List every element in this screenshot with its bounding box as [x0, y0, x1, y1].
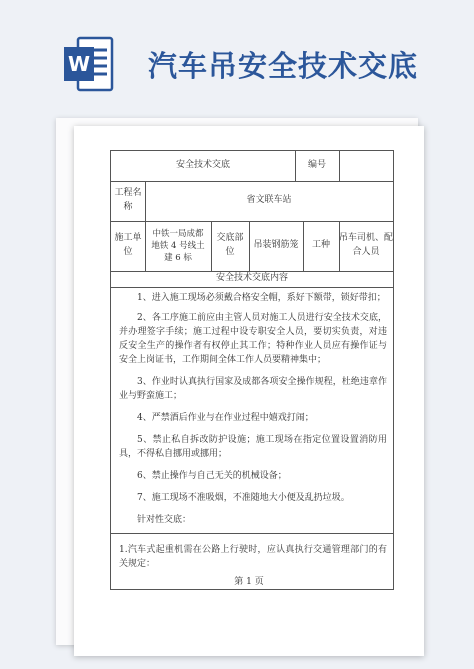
trade-label-cell	[303, 221, 339, 271]
word-document-icon	[64, 36, 114, 92]
safety-item-4: 4、严禁酒后作业与在作业过程中嬉戏打闹；	[137, 413, 314, 423]
form-header-label: 安全技术交底	[175, 160, 230, 171]
disclosure-form-table	[110, 150, 394, 590]
safety-item-5: 5、禁止私自拆改防护设施；施工现场在指定位置设置消防用具，不得私自挪用或挪用；	[119, 435, 387, 459]
project-label-line-2: 称	[123, 202, 133, 212]
unit-value-line-1: 中铁一局成都	[152, 228, 204, 239]
form-header-cell	[111, 151, 295, 181]
trade-value-line-2: 合人员	[352, 247, 380, 257]
document-title: 汽车吊安全技术交底	[148, 49, 419, 83]
content-title: 安全技术交底内容	[215, 273, 288, 284]
specific-disclosure-label: 针对性交底：	[137, 515, 192, 525]
project-value: 省文联车站	[246, 195, 292, 206]
number-value-cell	[339, 151, 393, 181]
safety-item-1: 1、进入施工现场必须戴合格安全帽，系好下额带，锁好带扣；	[137, 293, 386, 303]
content-title-cell	[111, 271, 393, 287]
specific-disclosure-item-1: 1.汽车式起重机需在公路上行驶时，应认真执行交通管理部门的有关规定：	[119, 545, 387, 569]
number-label-cell	[295, 151, 339, 181]
unit-label-cell	[111, 221, 145, 271]
dept-label-cell	[211, 221, 249, 271]
dept-label-line-2: 位	[225, 247, 235, 257]
safety-item-3: 3、作业时认真执行国家及成都各项安全操作规程，杜绝违章作业与野蛮施工；	[119, 377, 387, 401]
document-page	[74, 126, 424, 656]
trade-value-cell	[339, 221, 393, 271]
project-label-cell	[111, 181, 145, 221]
project-label-line-1: 工程名	[114, 188, 142, 199]
page-number: 第 1 页	[234, 577, 264, 587]
trade-value-line-1: 吊车司机、配	[339, 233, 394, 244]
word-icon-letter: W	[67, 52, 91, 76]
unit-label-line-1: 施工单	[114, 233, 142, 244]
safety-item-7: 7、施工现场不准吸烟，不准随地大小便及乱扔垃圾。	[137, 493, 350, 503]
unit-value-cell	[145, 221, 211, 271]
trade-label: 工种	[311, 240, 330, 251]
number-label: 编号	[307, 160, 326, 171]
unit-label-line-2: 位	[123, 247, 133, 257]
dept-value-cell	[249, 221, 303, 271]
dept-value: 吊装钢筋笼	[253, 240, 299, 251]
banner	[0, 0, 474, 105]
safety-item-2: 2、各工序施工前应由主管人员对施工人员进行安全技术交底，并办理签字手续；施工过程中设专职安全人员，要切实负责，对违反安全生产的操作者有权停止其工作；特种作业人员应有操作证与安全上岗证书，工作期间全体工作人员要精神集中；	[119, 313, 387, 365]
project-value-cell	[145, 181, 393, 221]
dept-label-line-1: 交底部	[216, 233, 244, 244]
unit-value-line-2: 地铁 4 号线土	[151, 240, 205, 251]
safety-item-6: 6、禁止操作与自己无关的机械设备；	[137, 471, 287, 481]
unit-value-line-3: 建 6 标	[164, 253, 192, 264]
